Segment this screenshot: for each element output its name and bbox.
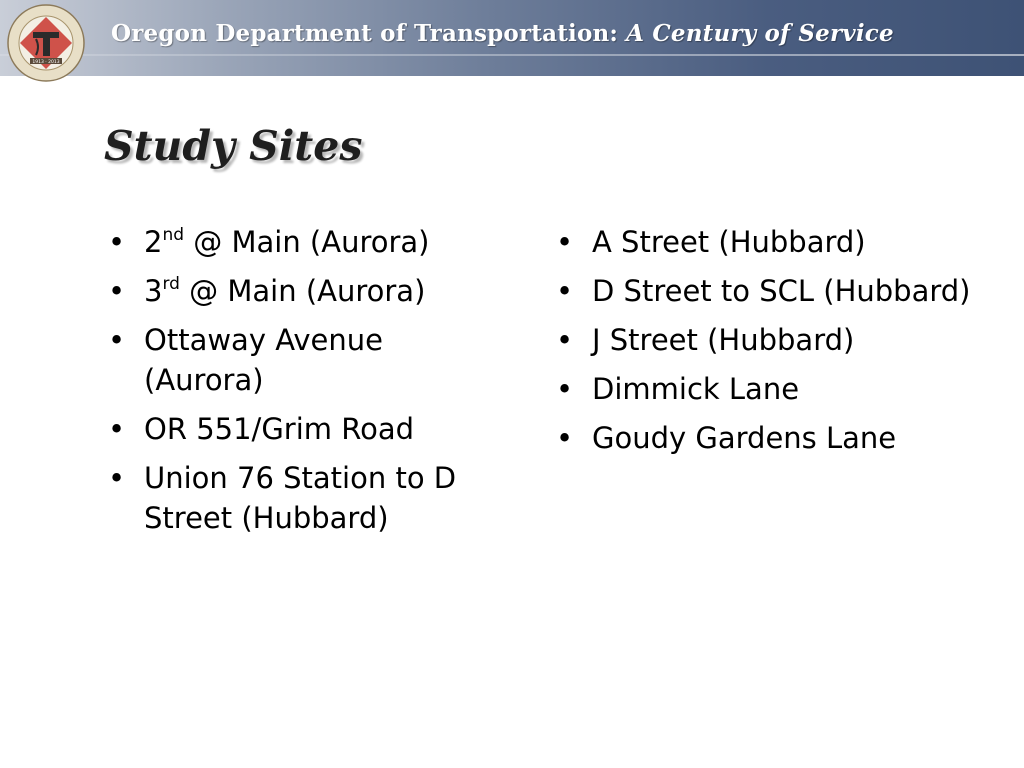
bullet-icon: • [108, 323, 126, 357]
list-item: • J Street (Hubbard) [556, 320, 986, 360]
banner-rule [0, 54, 1024, 56]
list-item: • A Street (Hubbard) [556, 222, 986, 262]
list-item: • 2nd @ Main (Aurora) [108, 222, 508, 262]
bullet-icon: • [108, 274, 126, 308]
list-item: • OR 551/Grim Road [108, 409, 508, 449]
list-item: • Union 76 Station to D Street (Hubbard) [108, 458, 508, 538]
bullet-icon: • [108, 461, 126, 495]
study-sites-list-right [556, 222, 986, 467]
bullet-icon: • [556, 274, 574, 308]
bullet-icon: • [108, 225, 126, 259]
list-item: • 3rd @ Main (Aurora) [108, 271, 508, 311]
bullet-icon: • [556, 372, 574, 406]
list-item: • D Street to SCL (Hubbard) [556, 271, 986, 311]
bullet-icon: • [556, 421, 574, 455]
study-sites-list-left [108, 222, 508, 547]
list-item: • Ottaway Avenue (Aurora) [108, 320, 508, 400]
bullet-icon: • [108, 412, 126, 446]
banner-title [111, 20, 894, 47]
header-banner [0, 0, 1024, 76]
list-item: • Dimmick Lane [556, 369, 986, 409]
agency-tagline: A Century of Service [626, 20, 894, 47]
odot-seal-logo [6, 3, 86, 83]
svg-text:1913 · 2013: 1913 · 2013 [32, 60, 60, 65]
page-title: Study Sites [104, 122, 363, 170]
bullet-icon: • [556, 323, 574, 357]
list-item: • Goudy Gardens Lane [556, 418, 986, 458]
agency-name: Oregon Department of Transportation: [111, 20, 619, 47]
bullet-icon: • [556, 225, 574, 259]
